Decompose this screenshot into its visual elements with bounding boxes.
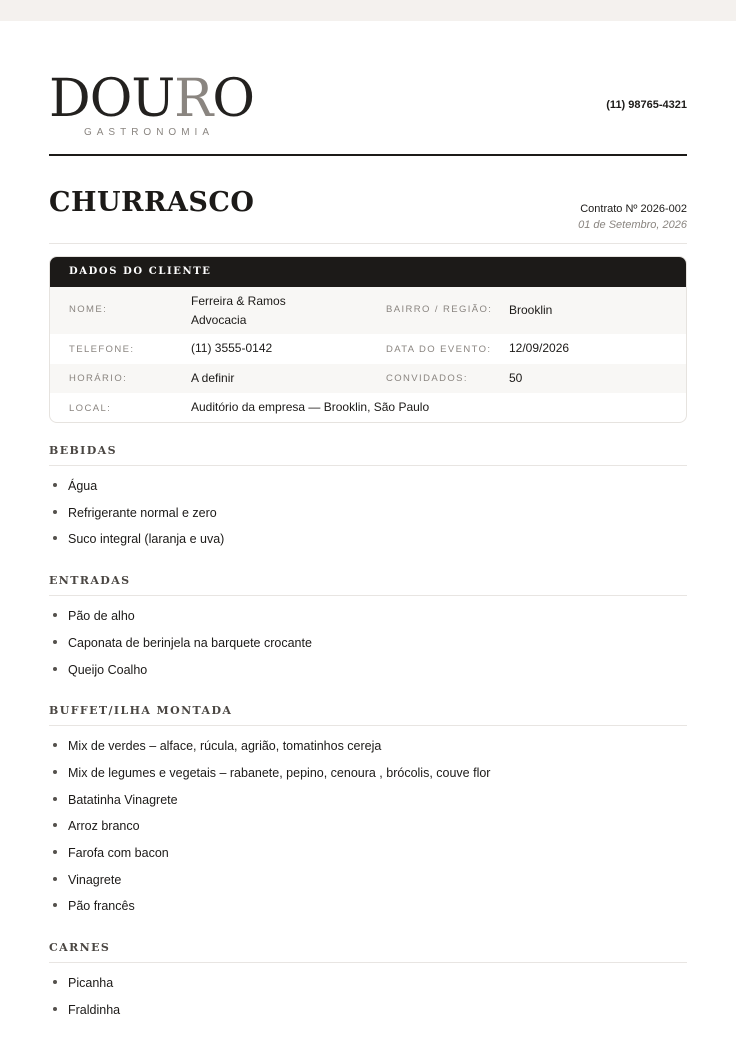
bullet-icon	[53, 483, 57, 487]
bullet-icon	[53, 536, 57, 540]
list-item: Mix de legumes e vegetais – rabanete, pepino, cenoura , brócolis, couve flor	[49, 760, 687, 787]
menu-item-list	[49, 596, 687, 683]
client-field-value: (11) 3555-0142	[191, 341, 273, 355]
client-row	[50, 393, 686, 422]
bullet-icon	[53, 1007, 57, 1011]
logo-tagline: GASTRONOMIA	[83, 127, 214, 138]
brand-logo	[49, 69, 254, 138]
list-item: Farofa com bacon	[49, 840, 687, 867]
menu-sections	[49, 423, 687, 1024]
client-data-heading: DADOS DO CLIENTE	[50, 257, 686, 287]
client-field-value: Brooklin	[509, 303, 553, 317]
page-title: CHURRASCO	[49, 187, 255, 218]
client-field-value: 50	[509, 371, 523, 385]
list-item: Arroz branco	[49, 813, 687, 840]
title-row	[49, 156, 687, 244]
bullet-icon	[53, 667, 57, 671]
top-band	[0, 0, 736, 21]
contract-number: Contrato Nº 2026-002	[580, 203, 687, 215]
list-item: Mix de verdes – alface, rúcula, agrião, tomatinhos cereja	[49, 733, 687, 760]
client-field-label: BAIRRO / REGIÃO:	[386, 304, 493, 315]
section-title: BUFFET/ILHA MONTADA	[49, 683, 687, 726]
bullet-icon	[53, 510, 57, 514]
company-phone: (11) 98765-4321	[606, 99, 687, 111]
client-field-value: Ferreira & Ramos Advocacia	[191, 294, 286, 327]
list-item: Pão francês	[49, 893, 687, 920]
list-item: Queijo Coalho	[49, 657, 687, 684]
bullet-icon	[53, 640, 57, 644]
menu-section-entradas	[49, 553, 687, 683]
client-row	[50, 334, 686, 364]
document-page	[49, 21, 687, 1024]
bullet-icon	[53, 770, 57, 774]
menu-section-bebidas	[49, 423, 687, 553]
list-item: Fraldinha	[49, 997, 687, 1024]
bullet-icon	[53, 903, 57, 907]
client-field-label: DATA DO EVENTO:	[386, 344, 492, 355]
client-field-value: 12/09/2026	[509, 341, 570, 355]
bullet-icon	[53, 743, 57, 747]
client-row	[50, 364, 686, 393]
menu-item-list	[49, 726, 687, 920]
client-field-value: Auditório da empresa — Brooklin, São Paulo	[191, 400, 430, 414]
list-item: Caponata de berinjela na barquete crocante	[49, 630, 687, 657]
client-field-label: LOCAL:	[69, 403, 112, 414]
menu-section-carnes	[49, 920, 687, 1023]
client-field-label: CONVIDADOS:	[386, 373, 468, 384]
list-item: Vinagrete	[49, 867, 687, 894]
contract-date: 01 de Setembro, 2026	[578, 219, 687, 231]
bullet-icon	[53, 613, 57, 617]
bullet-icon	[53, 797, 57, 801]
menu-item-list	[49, 963, 687, 1023]
list-item: Pão de alho	[49, 603, 687, 630]
section-title: ENTRADAS	[49, 553, 687, 596]
document-header	[49, 21, 687, 156]
client-field-label: TELEFONE:	[69, 344, 135, 355]
logo-wordmark: DOURO	[49, 69, 254, 129]
contract-info	[578, 201, 687, 233]
client-data-card	[49, 256, 687, 423]
list-item: Batatinha Vinagrete	[49, 787, 687, 814]
list-item: Suco integral (laranja e uva)	[49, 526, 687, 553]
list-item: Refrigerante normal e zero	[49, 500, 687, 527]
bullet-icon	[53, 877, 57, 881]
bullet-icon	[53, 850, 57, 854]
section-title: BEBIDAS	[49, 423, 687, 466]
bullet-icon	[53, 980, 57, 984]
client-row	[50, 287, 686, 334]
client-field-label: NOME:	[69, 304, 108, 315]
list-item: Água	[49, 473, 687, 500]
section-title: CARNES	[49, 920, 687, 963]
bullet-icon	[53, 823, 57, 827]
client-field-value: A definir	[191, 371, 235, 385]
menu-section-buffet	[49, 683, 687, 920]
list-item: Picanha	[49, 970, 687, 997]
menu-item-list	[49, 466, 687, 553]
client-field-label: HORÁRIO:	[69, 373, 128, 384]
